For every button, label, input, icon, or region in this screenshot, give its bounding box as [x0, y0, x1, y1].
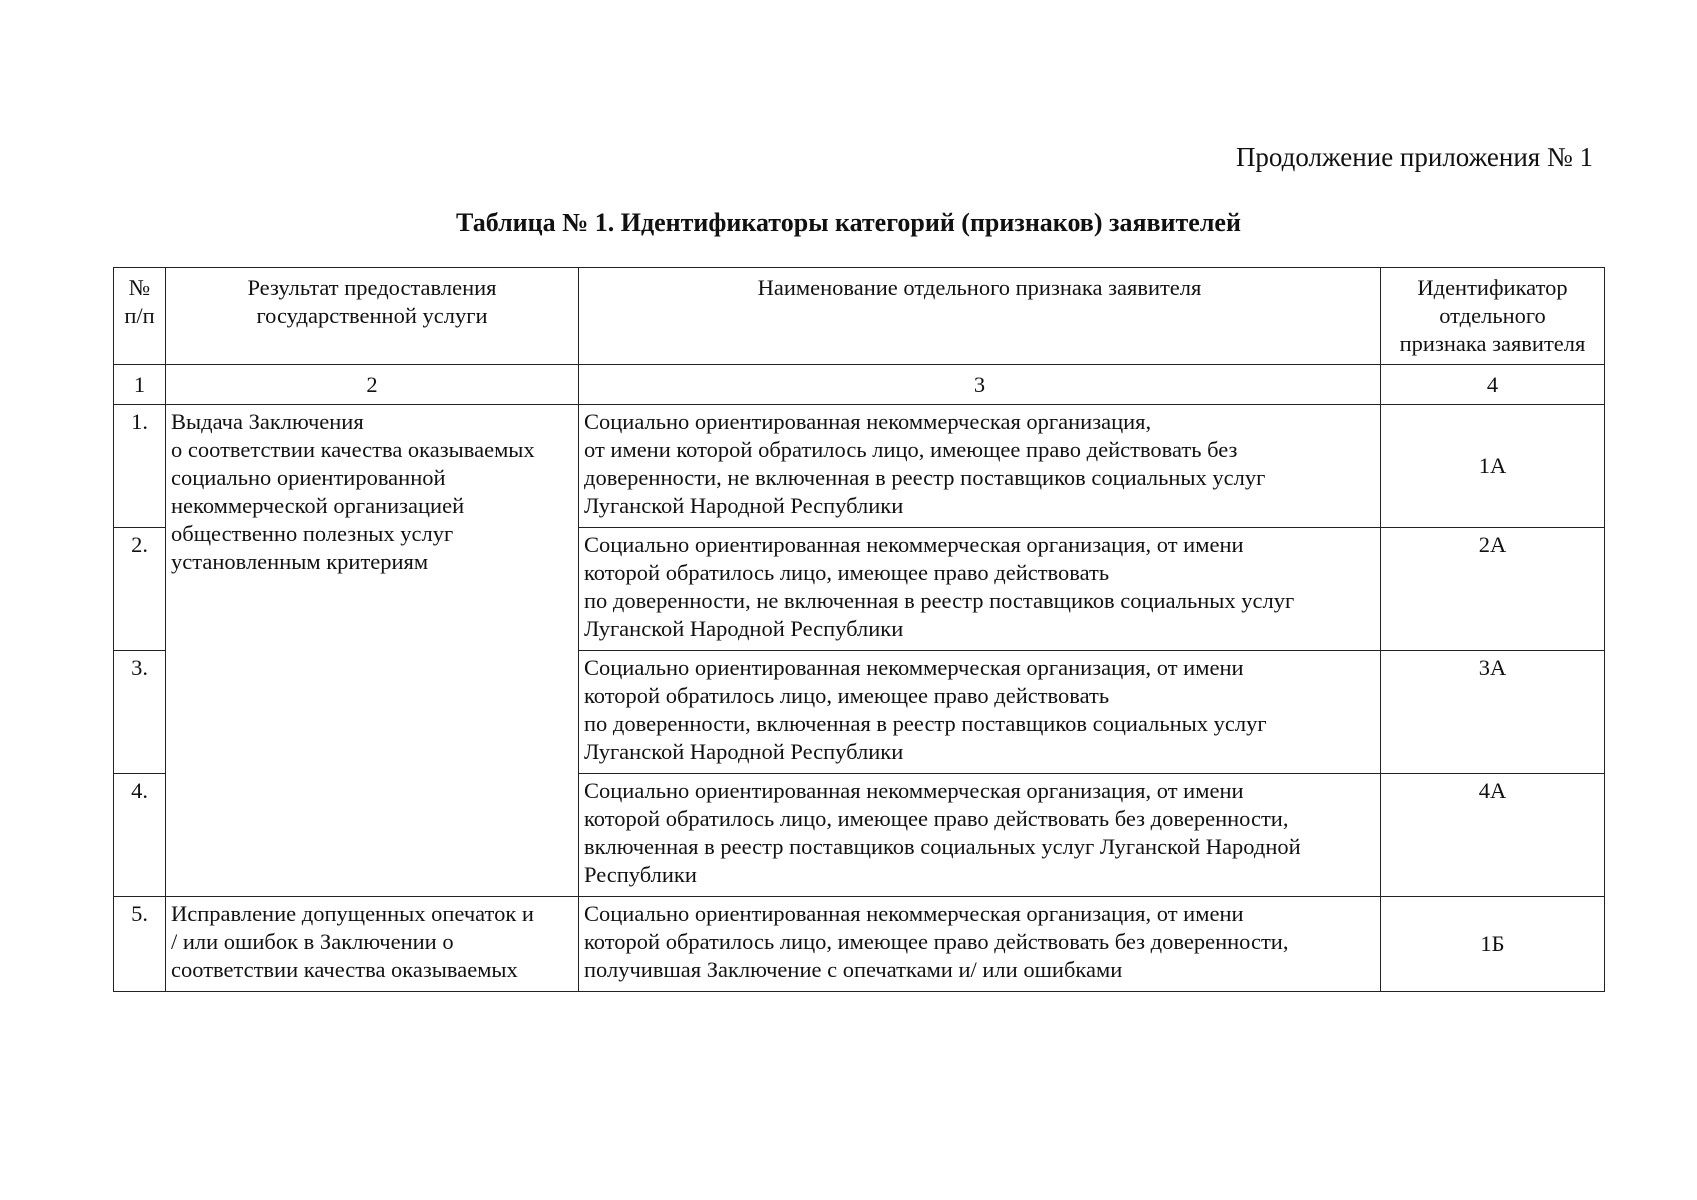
appendix-note: Продолжение приложения № 1	[1235, 142, 1593, 172]
identifier-cell: 2А	[1381, 528, 1605, 651]
identifier-cell: 4А	[1381, 774, 1605, 897]
column-header-identifier: Идентификатор отдельного признака заявителя	[1381, 268, 1605, 365]
identifiers-table	[113, 267, 1605, 992]
table-header-row	[114, 268, 1605, 365]
column-number: 3	[579, 365, 1381, 405]
column-header-result: Результат предоставления государственной услуги	[166, 268, 579, 365]
row-number: 1.	[114, 405, 166, 528]
column-number: 1	[114, 365, 166, 405]
table-row	[114, 897, 1605, 992]
identifier-cell: 1А	[1381, 405, 1605, 528]
row-number: 3.	[114, 651, 166, 774]
result-cell: Исправление допущенных опечаток и / или ошибок в Заключении о соответствии качества оказываемых	[166, 897, 579, 992]
column-header-number: № п/п	[114, 268, 166, 365]
column-number-row	[114, 365, 1605, 405]
feature-cell: Социально ориентированная некоммерческая организация, от имени которой обратилось лицо, имеющее право действовать по доверенности, включенная в реестр поставщиков социальных услуг Луганской Народной Республики	[579, 651, 1381, 774]
column-header-feature: Наименование отдельного признака заявителя	[579, 268, 1381, 365]
table-row	[114, 405, 1605, 528]
row-number: 4.	[114, 774, 166, 897]
identifier-cell: 1Б	[1381, 897, 1605, 992]
feature-cell: Социально ориентированная некоммерческая организация, от имени которой обратилось лицо, имеющее право действовать без доверенности, включенная в реестр поставщиков социальных услуг Луганской Народной Республики	[579, 774, 1381, 897]
feature-cell: Социально ориентированная некоммерческая организация, от имени которой обратилось лицо, имеющее право действовать по доверенности, не включенная в реестр поставщиков социальных услуг Луганской Народной Республики	[579, 528, 1381, 651]
column-number: 2	[166, 365, 579, 405]
row-number: 5.	[114, 897, 166, 992]
feature-cell: Социально ориентированная некоммерческая организация, от имени которой обратилось лицо, имеющее право действовать без доверенности, не включенная в реестр поставщиков социальных услуг Луганской Народной Республики	[579, 405, 1381, 528]
table-title: Таблица № 1. Идентификаторы категорий (признаков) заявителей	[456, 208, 1241, 237]
feature-cell: Социально ориентированная некоммерческая организация, от имени которой обратилось лицо, имеющее право действовать без доверенности, получившая Заключение с опечатками и/ или ошибками	[579, 897, 1381, 992]
row-number: 2.	[114, 528, 166, 651]
result-cell: Выдача Заключения о соответствии качества оказываемых социально ориентированной некоммерческой организацией общественно полезных услуг установленным критериям	[166, 405, 579, 897]
column-number: 4	[1381, 365, 1605, 405]
identifier-cell: 3А	[1381, 651, 1605, 774]
